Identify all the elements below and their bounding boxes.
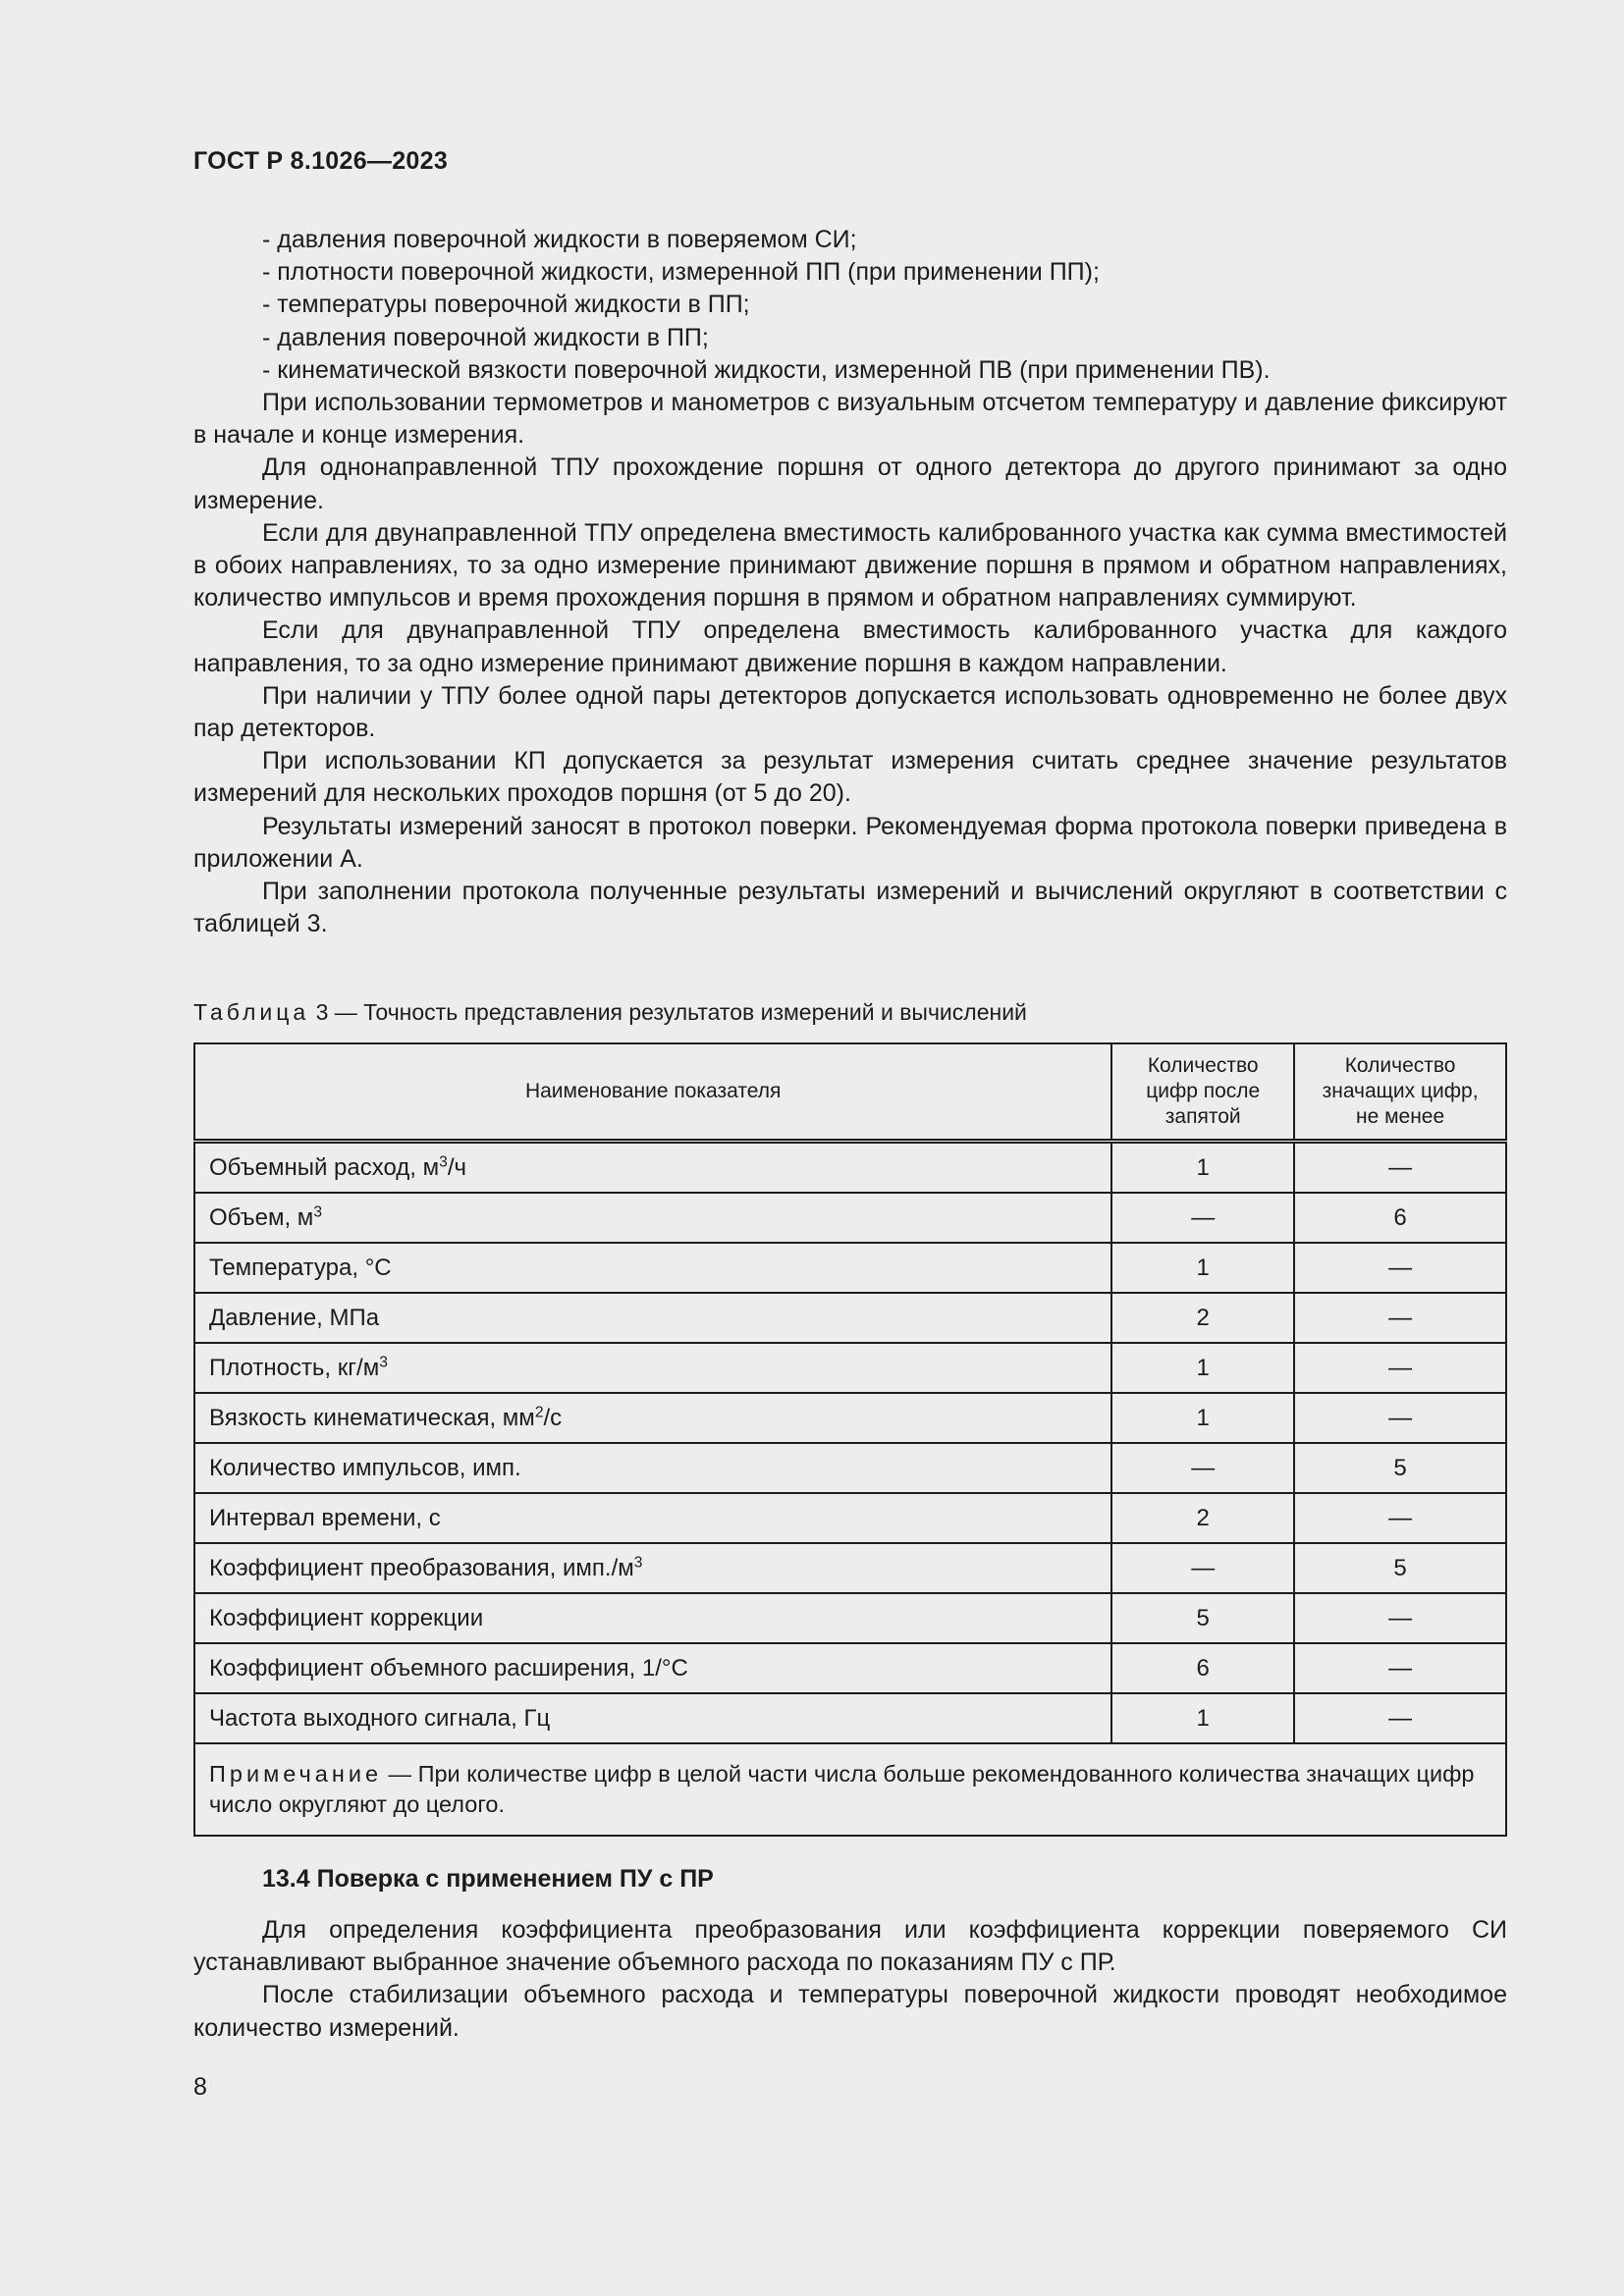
table-cell-name (194, 1142, 1111, 1194)
table-cell-name (194, 1293, 1111, 1343)
unit-superscript: 3 (439, 1152, 448, 1170)
paragraph: - плотности поверочной жидкости, измеренной ПП (при применении ПП); (262, 258, 1100, 287)
table-note-prefix: Примечание (209, 1761, 383, 1787)
parameter-name: Объем, м (209, 1203, 314, 1231)
table-cell-significant-digits: 5 (1294, 1543, 1506, 1593)
paragraph: Если для двунаправленной ТПУ определена вместимость калиброванного участка как сумма вместимостей в обоих направлениях, то за одно измерение принимают движение поршня в прямом и обратном направлениях, количество импульсов и время прохождения поршня в прямом и обратном направлениях суммируют. (193, 518, 1507, 613)
table-cell-name (194, 1443, 1111, 1493)
paragraph: - давления поверочной жидкости в поверяемом СИ; (262, 226, 857, 253)
unit-superscript: 2 (534, 1403, 544, 1420)
table-cell-digits-after-comma: 2 (1111, 1493, 1294, 1543)
paragraph: - кинематической вязкости поверочной жидкости, измеренной ПВ (при применении ПВ). (262, 355, 1271, 384)
table-cell-name (194, 1643, 1111, 1693)
section-body (193, 1914, 1507, 2045)
table-row (194, 1193, 1506, 1243)
table-note-row (194, 1743, 1506, 1836)
table-cell-name (194, 1493, 1111, 1543)
section-title: 13.4 Поверка с применением ПУ с ПР (262, 1865, 714, 1893)
table-cell-digits-after-comma: 1 (1111, 1343, 1294, 1393)
parameter-name: Интервал времени, с (209, 1504, 441, 1531)
table-header-cell: Количество цифр после запятой (1111, 1043, 1294, 1142)
table-cell-name (194, 1343, 1111, 1393)
table-caption (193, 999, 1027, 1026)
parameter-name: Коэффициент коррекции (209, 1604, 484, 1631)
table-cell-significant-digits: 6 (1294, 1193, 1506, 1243)
table-header-row (194, 1043, 1506, 1142)
table-row (194, 1543, 1506, 1593)
table-row (194, 1343, 1506, 1393)
table-caption-text: 3 — Точность представления результатов измерений и вычислений (309, 999, 1027, 1025)
table-cell-name (194, 1543, 1111, 1593)
table-cell-name (194, 1193, 1111, 1243)
table-cell-digits-after-comma: — (1111, 1543, 1294, 1593)
table-cell-name (194, 1243, 1111, 1293)
table-note-text: — При количестве цифр в целой части числа больше рекомендованного количества значащих цифр число округляют до целого. (209, 1761, 1475, 1817)
table-cell-digits-after-comma: 5 (1111, 1593, 1294, 1643)
paragraph: При использовании термометров и манометров с визуальным отсчетом температуру и давление фиксируют в начале и конце измерения. (193, 389, 1507, 450)
table-cell-name (194, 1693, 1111, 1743)
table-caption-prefix: Таблица (193, 999, 310, 1025)
table-row (194, 1293, 1506, 1343)
table-note (194, 1743, 1506, 1836)
table-cell-digits-after-comma: 6 (1111, 1643, 1294, 1693)
table-cell-significant-digits: — (1294, 1343, 1506, 1393)
paragraph: Для однонаправленной ТПУ прохождение поршня от одного детектора до другого принимают за одно измерение. (193, 454, 1507, 514)
table-row (194, 1493, 1506, 1543)
paragraph: Результаты измерений заносят в протокол поверки. Рекомендуемая форма протокола поверки приведена в приложении А. (193, 812, 1507, 873)
table-body (194, 1142, 1506, 1744)
table-header-cell: Наименование показателя (194, 1043, 1111, 1142)
unit-suffix: /ч (447, 1153, 466, 1181)
table-cell-digits-after-comma: 1 (1111, 1142, 1294, 1194)
parameter-name: Плотность, кг/м (209, 1354, 380, 1381)
paragraph: - давления поверочной жидкости в ПП; (262, 323, 709, 351)
table-row (194, 1593, 1506, 1643)
table-cell-digits-after-comma: 1 (1111, 1693, 1294, 1743)
document-header: ГОСТ Р 8.1026—2023 (193, 147, 449, 175)
table-cell-digits-after-comma: 1 (1111, 1243, 1294, 1293)
table-cell-name (194, 1593, 1111, 1643)
table-cell-significant-digits: — (1294, 1643, 1506, 1693)
body-text (193, 224, 1507, 940)
paragraph: Для определения коэффициента преобразования или коэффициента коррекции поверяемого СИ устанавливают выбранное значение объемного расхода по показаниям ПУ с ПР. (193, 1916, 1507, 1977)
parameter-name: Коэффициент объемного расширения, 1/°С (209, 1654, 688, 1682)
table-cell-significant-digits: — (1294, 1243, 1506, 1293)
unit-superscript: 3 (633, 1553, 643, 1571)
table-cell-digits-after-comma: — (1111, 1193, 1294, 1243)
page-number: 8 (193, 2073, 207, 2101)
parameter-name: Объемный расход, м (209, 1153, 440, 1181)
paragraph: После стабилизации объемного расхода и температуры поверочной жидкости проводят необходимое количество измерений. (193, 1981, 1507, 2042)
table-cell-significant-digits: — (1294, 1493, 1506, 1543)
table-cell-digits-after-comma: — (1111, 1443, 1294, 1493)
table-row (194, 1393, 1506, 1443)
unit-superscript: 3 (313, 1202, 322, 1220)
precision-table (193, 1042, 1507, 1837)
table-cell-significant-digits: — (1294, 1142, 1506, 1194)
table-header-cell: Количество значащих цифр, не менее (1294, 1043, 1506, 1142)
table-row (194, 1693, 1506, 1743)
table-cell-digits-after-comma: 1 (1111, 1393, 1294, 1443)
parameter-name: Коэффициент преобразования, имп./м (209, 1554, 634, 1581)
table-row (194, 1142, 1506, 1194)
table-cell-significant-digits: — (1294, 1593, 1506, 1643)
parameter-name: Давление, МПа (209, 1304, 380, 1331)
table-row (194, 1443, 1506, 1493)
unit-suffix: /с (543, 1404, 563, 1431)
table-cell-name (194, 1393, 1111, 1443)
paragraph: При использовании КП допускается за результат измерения считать среднее значение результатов измерений для нескольких проходов поршня (от 5 до 20). (193, 747, 1507, 808)
paragraph: При наличии у ТПУ более одной пары детекторов допускается использовать одновременно не более двух пар детекторов. (193, 681, 1507, 743)
unit-superscript: 3 (379, 1353, 388, 1370)
paragraph: При заполнении протокола полученные результаты измерений и вычислений округляют в соответствии с таблицей 3. (193, 878, 1507, 938)
table-cell-significant-digits: — (1294, 1293, 1506, 1343)
table-cell-significant-digits: 5 (1294, 1443, 1506, 1493)
parameter-name: Температура, °С (209, 1254, 392, 1281)
parameter-name: Частота выходного сигнала, Гц (209, 1704, 551, 1732)
paragraph: Если для двунаправленной ТПУ определена вместимость калиброванного участка для каждого направления, то за одно измерение принимают движение поршня в каждом направлении. (193, 616, 1507, 677)
table-row (194, 1243, 1506, 1293)
parameter-name: Вязкость кинематическая, мм (209, 1404, 535, 1431)
table-row (194, 1643, 1506, 1693)
paragraph: - температуры поверочной жидкости в ПП; (262, 291, 750, 319)
table-cell-digits-after-comma: 2 (1111, 1293, 1294, 1343)
parameter-name: Количество импульсов, имп. (209, 1454, 521, 1481)
table-cell-significant-digits: — (1294, 1393, 1506, 1443)
table-cell-significant-digits: — (1294, 1693, 1506, 1743)
